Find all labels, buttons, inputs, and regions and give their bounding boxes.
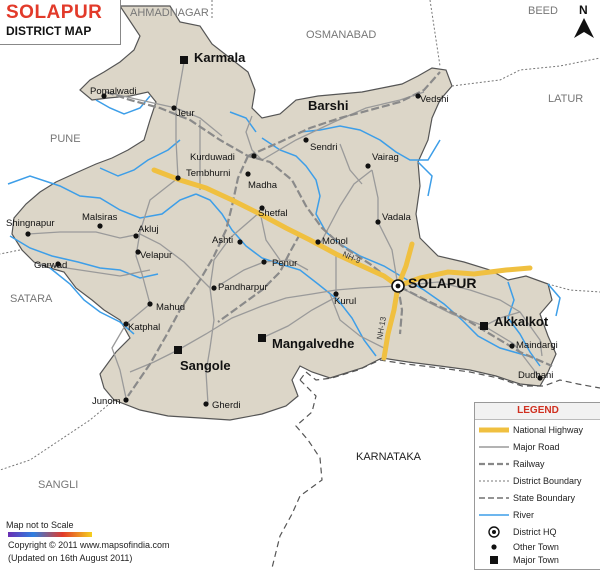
- town-label: Kurul: [334, 296, 357, 307]
- region-beed: BEED: [528, 5, 558, 17]
- region-sangli: SANGLI: [38, 479, 79, 491]
- major-town-label: Sangole: [180, 358, 231, 373]
- town-label: Shingnapur: [6, 218, 55, 229]
- legend-label: National Highway: [513, 425, 584, 435]
- town-label: Penur: [272, 258, 298, 269]
- region-karnataka: KARNATAKA: [356, 451, 421, 463]
- map-title-box: [0, 0, 121, 45]
- legend-label: District Boundary: [513, 476, 582, 486]
- other-town-icon: [479, 540, 509, 554]
- scale-note: Map not to Scale: [6, 520, 74, 530]
- region-osmanabad: OSMANABAD: [306, 29, 377, 41]
- town-label: Garwad: [34, 260, 68, 271]
- town-dot: [303, 137, 308, 142]
- town-dot: [237, 239, 242, 244]
- region-pune: PUNE: [50, 133, 81, 145]
- major-town-marker: [174, 346, 182, 354]
- town-label: Madha: [248, 180, 278, 191]
- updated-date: (Updated on 16th August 2011): [8, 553, 133, 563]
- major-town-icon: [479, 553, 509, 567]
- town-dot: [261, 259, 266, 264]
- town-dot: [147, 301, 152, 306]
- town-dot: [175, 175, 180, 180]
- legend-item-nh: [479, 423, 600, 437]
- town-label: Akluj: [138, 224, 159, 235]
- town-label: Tembhurni: [186, 168, 231, 179]
- town-label: Mohol: [322, 236, 348, 247]
- scale-color-bar: [8, 532, 92, 537]
- town-dot: [123, 397, 128, 402]
- legend-title: LEGEND: [475, 403, 600, 420]
- major-town-label: Mangalvedhe: [272, 336, 355, 351]
- town-label: Vadala: [382, 212, 411, 223]
- town-dot: [25, 231, 30, 236]
- town-label: Junom: [92, 396, 121, 407]
- copyright: Copyright © 2011 www.mapsofindia.com: [8, 540, 170, 550]
- legend-item-major: [479, 553, 600, 567]
- north-arrow-shape: [574, 18, 594, 38]
- north-label: N: [579, 3, 588, 17]
- legend: [474, 402, 600, 570]
- town-dot: [375, 219, 380, 224]
- district-boundary-icon: [479, 474, 509, 488]
- nh-13-label: NH-13: [375, 316, 388, 341]
- state-boundary-icon: [479, 491, 509, 505]
- town-label: Dudhani: [518, 370, 554, 381]
- town-label: Sendri: [310, 142, 338, 153]
- town-label: Vairag: [372, 152, 399, 163]
- region-ahmadnagar: AHMADNAGAR: [130, 7, 209, 19]
- town-label: Katphal: [128, 322, 161, 333]
- town-label: Ashti: [212, 235, 234, 246]
- legend-label: District HQ: [513, 527, 557, 537]
- legend-label: Major Road: [513, 442, 560, 452]
- town-label: Jeur: [176, 108, 195, 119]
- region-satara: SATARA: [10, 293, 53, 305]
- region-latur: LATUR: [548, 93, 584, 105]
- town-dot: [211, 285, 216, 290]
- national-highway-icon: [479, 423, 509, 437]
- town-label: Mahud: [156, 302, 186, 313]
- major-town-label: Akkalkot: [494, 314, 549, 329]
- legend-label: State Boundary: [513, 493, 576, 503]
- major-town-label: Karmala: [194, 50, 246, 65]
- town-label: Malsiras: [82, 212, 118, 223]
- legend-item-state: [479, 491, 600, 505]
- town-label: Shetfal: [258, 208, 288, 219]
- town-dot: [245, 171, 250, 176]
- legend-item-road: [479, 440, 600, 454]
- major-town-marker: [258, 334, 266, 342]
- legend-item-rail: [479, 457, 600, 471]
- legend-label: Major Town: [513, 555, 559, 565]
- town-label: Pomalwadi: [90, 86, 137, 97]
- town-label: Gherdi: [212, 400, 241, 411]
- district-hq-label: SOLAPUR: [408, 275, 477, 291]
- legend-item-river: [479, 508, 600, 522]
- river-icon: [479, 508, 509, 522]
- nh-9-label: NH-9: [341, 249, 362, 266]
- district-hq-icon: [479, 525, 509, 539]
- town-dot: [251, 153, 256, 158]
- major-town-marker: [480, 322, 488, 330]
- legend-item-other: [479, 540, 600, 554]
- town-dot: [509, 343, 514, 348]
- town-label: Kurduwadi: [190, 152, 235, 163]
- railway-icon: [479, 457, 509, 471]
- town-label: Vedshi: [420, 94, 449, 105]
- town-dot: [315, 239, 320, 244]
- town-dot: [97, 223, 102, 228]
- major-road-icon: [479, 440, 509, 454]
- map-title: SOLAPUR: [6, 2, 103, 23]
- legend-label: Other Town: [513, 542, 559, 552]
- legend-item-hq: [479, 525, 600, 539]
- town-label: Velapur: [140, 250, 173, 261]
- major-town-marker: [180, 56, 188, 64]
- north-arrow-icon: [572, 2, 596, 42]
- town-label: Pandharpur: [218, 282, 268, 293]
- legend-label: River: [513, 510, 535, 520]
- major-town-label: Barshi: [308, 98, 349, 113]
- legend-item-dist: [479, 474, 600, 488]
- town-dot: [365, 163, 370, 168]
- district-hq-dot: [396, 284, 401, 289]
- town-dot: [203, 401, 208, 406]
- map-subtitle: DISTRICT MAP: [6, 24, 92, 38]
- town-label: Maindargi: [516, 340, 558, 351]
- legend-label: Railway: [513, 459, 545, 469]
